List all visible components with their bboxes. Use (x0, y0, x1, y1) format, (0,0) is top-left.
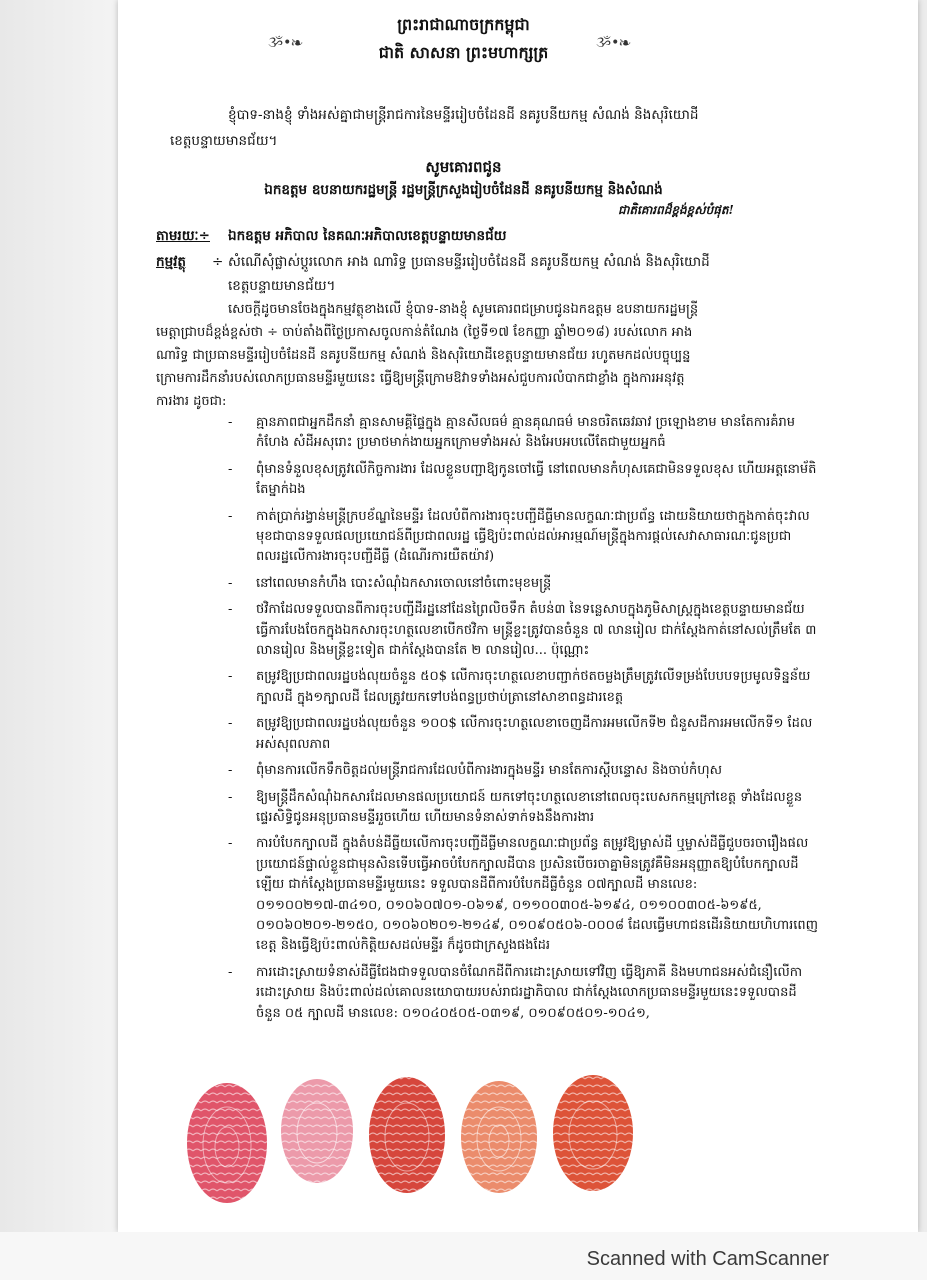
list-item-text: ពុំមានការលើកទឹកចិត្តដល់មន្ត្រីរាជការដែលបំពីការងារក្នុងមន្ទីរ មានតែការស្តីបន្ទោស និងចាប់កំហុស (256, 763, 722, 779)
complaint-list (228, 413, 818, 1030)
via-label-text: តាមរយៈ÷ (156, 228, 210, 244)
bullet-dash: - (228, 763, 233, 779)
fingerprints-svg (185, 1075, 645, 1205)
list-item (228, 507, 818, 568)
bullet-dash: - (228, 789, 233, 805)
fingerprint-2 (281, 1079, 353, 1183)
bullet-dash: - (228, 508, 233, 524)
subject-separator: ÷ (212, 254, 224, 270)
motto-ornament-right: ૐ•❧ (596, 35, 631, 51)
body-line-1: សេចក្តីដូចមានចែងក្នុងកម្មវត្ថុខាងលើ ខ្ញុំបាទ-នាងខ្ញុំ សូមគោរពជម្រាបជូនឯកឧត្តម ឧបនាយករដ្ឋមន្ត្រី (228, 302, 699, 317)
list-item (228, 761, 818, 781)
kingdom-title: ព្រះរាជាណាចក្រកម្ពុជា (397, 15, 530, 34)
list-item-text: តម្រូវឱ្យប្រជាពលរដ្ឋបង់លុយចំនួន ១០០$ លើការចុះហត្ថលេខាចេញដីការអមលើកទី២ ជំនួសដីការអមលើកទី១ ដែលអស់សុពលភាព (256, 716, 813, 752)
fingerprint-3 (369, 1077, 445, 1193)
list-item-text: គ្មានភាពជាអ្នកដឹកនាំ គ្មានសាមគ្គីផ្ទៃក្នុង គ្មានសីលធម៌ គ្មានគុណធម៌ មានចរិតឆេវឆាវ ច្រឡោងខាម មានតែការគំរាមកំហែង សំដីអសុរោះ ប្រមាថមាក់ងាយអ្នកក្រោមទាំងអស់ និងអែបអបលើតែជាមួយអ្នកធំ (256, 415, 796, 451)
intro-line-1: ខ្ញុំបាទ-នាងខ្ញុំ ទាំងអស់គ្នាជាមន្ត្រីរាជការនៃមន្ទីររៀបចំដែនដី នគរូបនីយកម្ម សំណង់ និងសុរិយោដី (228, 107, 699, 123)
list-item (228, 714, 818, 755)
list-item-text: ថវិកាដែលទទួលបានពីការចុះបញ្ជីដីរដ្ឋនៅដែនព្រៃលិចទឹក តំបន់៣ នៃទន្លេសាបក្នុងភូមិសាស្ត្រក្នុងខេត្តបន្ទាយមានជ័យ ធ្វើការបែងចែកក្នុងឯកសារចុះហត្ថលេខាបើកថវិកា មន្ត្រីខ្លះត្រូវបានចំនួន ៧ លានរៀល ជាក់ស្តែងកាត់នៅសល់ត្រឹមតែ ៣ លានរៀល និងមន្ត្រីខ្លះទៀត ជាក់ស្តែងបានតែ ២ លានរៀល... ប៉ុណ្ណោះ (256, 602, 817, 659)
bullet-dash: - (228, 575, 233, 591)
list-item-text: នៅពេលមានកំហឹង បោះសំណុំឯកសារចោលនៅចំពោះមុខមន្ត្រី (256, 575, 552, 591)
bullet-dash: - (228, 836, 233, 852)
list-item (228, 963, 818, 1024)
list-item (228, 413, 818, 454)
addressee: ឯកឧត្តម ឧបនាយករដ្ឋមន្ត្រី រដ្ឋមន្ត្រីក្រសួងរៀបចំដែនដី នគរូបនីយកម្ម និងសំណង់ (264, 182, 663, 198)
intro-line-2: ខេត្តបន្ទាយមានជ័យ។ (170, 133, 278, 149)
subject-label (156, 250, 186, 276)
list-item (228, 600, 818, 661)
list-item-text: ឱ្យមន្ត្រីដឹកសំណុំឯកសារដែលមានផលប្រយោជន៍ យកទៅចុះហត្ថលេខានៅពេលចុះបេសកកម្មក្រៅខេត្ត ទាំងដែលខ្លួនផ្ទេរសិទ្ធិជូនអនុប្រធានមន្ទីររួចហើយ ហើយមានទំនាស់ទាក់ទងនឹងការងារ (256, 789, 803, 825)
camscanner-watermark: Scanned with CamScanner (586, 1248, 829, 1270)
respect-note: ជាតិគោរពដ៏ខ្ពង់ខ្ពស់បំផុត! (618, 203, 734, 217)
list-item-text: ការដោះស្រាយទំនាស់ដីធ្លីជែងជាទទួលបានចំណែកដីពីការដោះស្រាយទៅវិញ ធ្វើឱ្យភាគី និងមហាជនអស់ជំនឿលើការដោះស្រាយ និងប៉ះពាល់ដល់គោលនយោបាយរបស់រាជរដ្ឋាភិបាល ជាក់ស្តែងលោកប្រធានមន្ទីរមួយនេះទទួលបានដីចំនួន ០៥ ក្បាលដី មានលេខ: ០១០៤០៥០៥-០៣១៩, ០១០៩០៥០១-១០៤១, (256, 964, 803, 1021)
bullet-dash: - (228, 461, 233, 477)
list-item (228, 788, 818, 829)
list-item-text: តម្រូវឱ្យប្រជាពលរដ្ឋបង់លុយចំនួន ៥០$ លើការចុះហត្ថលេខាបញ្ជាក់ថតចម្លងត្រឹមត្រូវលើទម្រង់បែបបទប្រមូលទិន្នន័យក្បាលដី ក្នុង១ក្បាលដី ដែលត្រូវយកទៅបង់ពន្ធប្រថាប់ត្រានៅសាខាពន្ធដារខេត្ត (256, 669, 811, 705)
subject-line-2: ខេត្តបន្ទាយមានជ័យ។ (228, 278, 336, 294)
bullet-dash: - (228, 415, 233, 430)
national-motto: ជាតិ សាសនា ព្រះមហាក្សត្រ (378, 43, 549, 62)
list-item (228, 460, 818, 501)
body-line-5: ការងារ ដូចជា: (156, 394, 227, 409)
bullet-dash: - (228, 716, 233, 732)
list-item (228, 834, 818, 956)
fingerprints-row (185, 1075, 645, 1205)
list-item (228, 574, 818, 594)
body-line-3: ណារិទ្ធ ជាប្រធានមន្ទីររៀបចំដែនដី នគរូបនីយកម្ម សំណង់ និងសុរិយោដីខេត្តបន្ទាយមានជ័យ រហូតមកដល់បច្ចុប្បន្ន (156, 348, 691, 363)
salutation-heading: សូមគោរពជូន (425, 158, 502, 176)
fingerprint-5 (553, 1075, 633, 1191)
motto-ornament-left: ૐ•❧ (268, 35, 303, 51)
subject-line-1: សំណើសុំផ្លាស់ប្តូរលោក អាង ណារិទ្ធ ប្រធានមន្ទីររៀបចំដែនដី នគរូបនីយកម្ម សំណង់ និងសុរិយោដី (228, 254, 710, 270)
list-item (228, 667, 818, 708)
bullet-dash: - (228, 964, 233, 980)
list-item-text: ពុំមានទំនួលខុសត្រូវលើកិច្ចការងារ ដែលខ្លួនបញ្ជាឱ្យកូនចៅធ្វើ នៅពេលមានកំហុសគេជាមិនទទួលខុស ហើយអត្តនោម័តិតែម្នាក់ឯង (256, 461, 817, 498)
fingerprint-1 (187, 1083, 267, 1203)
bullet-dash: - (228, 602, 233, 618)
subject-label-text: កម្មវត្ថុ (156, 254, 186, 270)
list-item-text: កាត់ប្រាក់រង្វាន់មន្ត្រីក្របខ័ណ្ឌនៃមន្ទីរ ដែលបំពីការងារចុះបញ្ជីដីធ្លីមានលក្ខណៈជាប្រព័ន្ធ ដោយនិយាយថាក្នុងកាត់ចុះវាលមុខជាបានទទួលផលប្រយោជន៍ពីប្រជាពលរដ្ឋ ធ្វើឱ្យប៉ះពាល់ដល់អារម្មណ៍មន្ត្រីក្នុងការផ្តល់សេវាសាធារណៈជូនប្រជាពលរដ្ឋលើការងារចុះបញ្ជីដីធ្លី (ដំណើរការយឺតយ៉ាវ) (256, 508, 810, 565)
via-label (156, 224, 210, 250)
list-item-text: ការបំបែកក្បាលដី ក្នុងតំបន់ដីធ្លីយលើការចុះបញ្ជីដីធ្លីមានលក្ខណៈជាប្រព័ន្ធ តម្រូវឱ្យម្ចាស់ដី ឬម្ចាស់ដីធ្លីជួបចរចារឿងផលប្រយោជន៍ផ្ទាល់ខ្លួនជាមុនសិនទើបធ្វើអាចបំបែកក្បាលដីបាន ប្រសិនបើចរចាគ្នាមិនត្រូវគឺមិនអនុញ្ញាតឱ្យបំបែកក្បាលដីឡើយ ជាក់ស្តែងប្រធានមន្ទីរមួយនេះ ទទួលបានដីពីការបំបែកដីធ្លីចំនួន ០៧ក្បាលដី មានលេខ: ០១១០០២១៧-៣៤១០, ០១០៦០៧០១-០៦១៩, ០១១០០៣០៥-៦១៩៤, ០១១០០៣០៥-៦១៩៥, ០១០៦០២០១-២១៥០, ០១០៦០២០១-២១៤៩, ០១០៩០៥០៦-០០០៨ ដែលធ្វើមហាជនដើរនិយាយហិហារពេញខេត្ត និងធ្វើឱ្យប៉ះពាល់កិត្តិយសដល់មន្ទីរ ក៏ដូចជាក្រសួងផងដែរ (256, 836, 818, 954)
fingerprint-4 (461, 1081, 537, 1193)
body-line-4: ក្រោមការដឹកនាំរបស់លោកប្រធានមន្ទីរមួយនេះ ធ្វើឱ្យមន្ត្រីក្រោមឱវាទទាំងអស់ជួបការលំបាកជាខ្លាំង ក្នុងការអនុវត្ត (156, 371, 685, 386)
bullet-dash: - (228, 669, 233, 685)
via-value: ឯកឧត្តម អភិបាល នៃគណៈអភិបាលខេត្តបន្ទាយមានជ័យ (228, 228, 507, 244)
body-line-2: មេត្តាជ្រាបដ៏ខ្ពង់ខ្ពស់ថា ÷ ចាប់តាំងពីថ្ងៃប្រកាសចូលកាន់តំណែង (ថ្ងៃទី១៧ ខែកញ្ញា ឆ្នាំ២០១៨) របស់លោក អាង (156, 325, 693, 340)
